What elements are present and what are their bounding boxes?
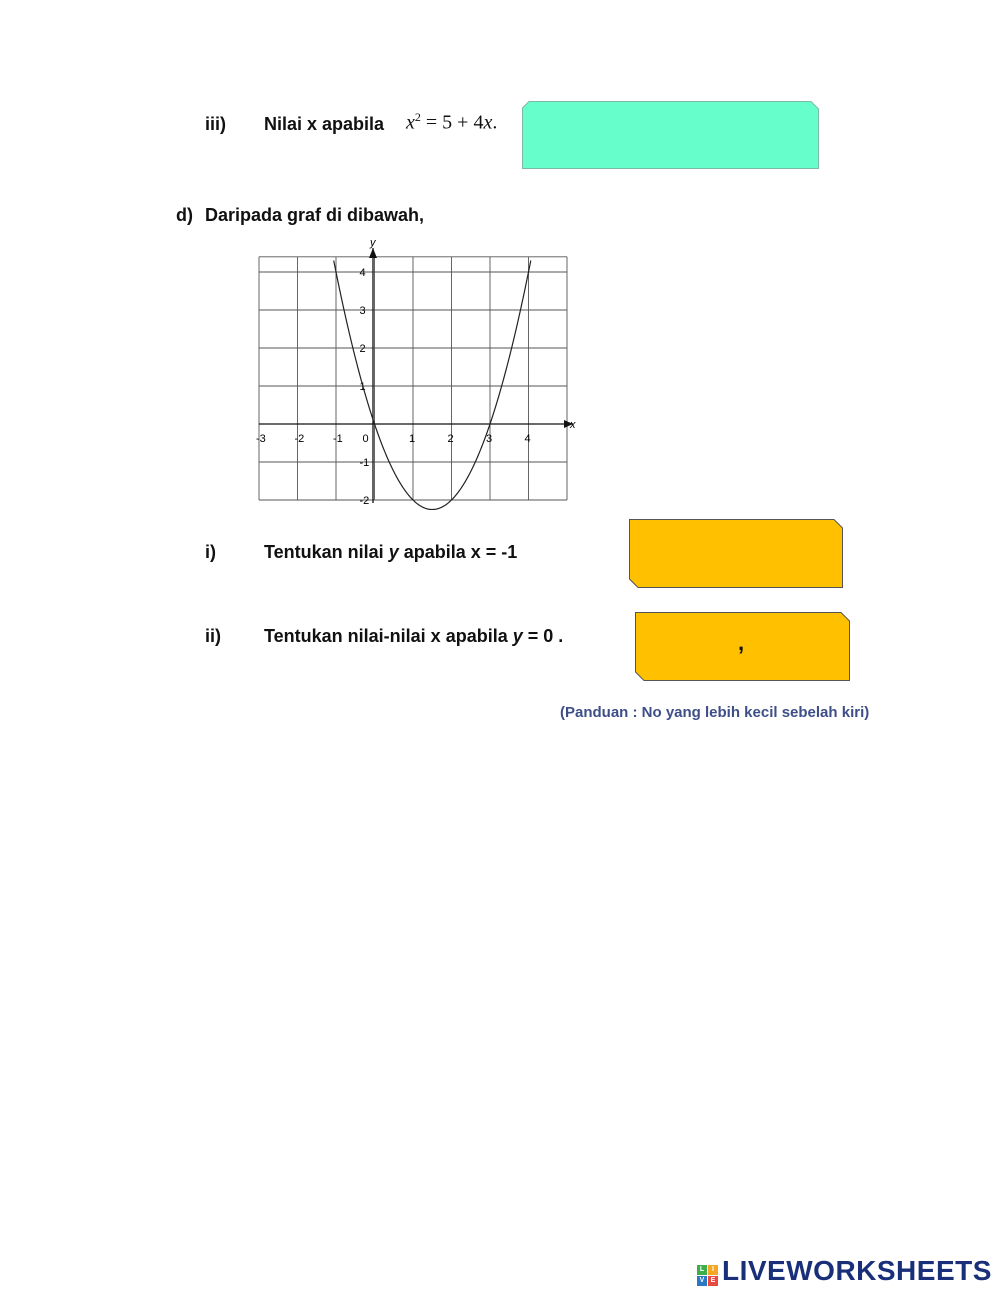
answer-box-ii [635,612,850,681]
guide-note: (Panduan : No yang lebih kecil sebelah kiri) [560,704,870,721]
answer-input-i[interactable] [629,519,843,588]
y-tick-label: 4 [359,267,366,279]
answer-box-iii [522,101,819,169]
y-tick-label: -1 [359,457,370,469]
question-ii-text-post: = 0 . [522,626,564,646]
logo-grid-icon: L I V E [697,1265,719,1287]
x-axis-label: x [570,419,576,431]
logo-text: LIVEWORKSHEETS [722,1255,992,1286]
x-tick-label: 0 [362,433,369,445]
x-tick-label: -1 [333,433,343,445]
question-iii-equation [406,110,497,135]
section-d-label: d) [176,205,193,225]
question-i-text [264,542,517,563]
y-tick-label: 2 [359,343,366,355]
question-i-text-pre: Tentukan nilai [264,542,389,562]
question-i-var: y [388,542,399,562]
question-ii-text [264,626,563,647]
x-tick-label: 1 [409,433,416,445]
answer-input-iii[interactable] [522,101,819,169]
answer-input-ii-left[interactable] [635,612,730,681]
question-ii-var: y [512,626,523,646]
graph-grid [259,257,567,500]
question-ii-text-pre: Tentukan nilai-nilai x apabila [264,626,513,646]
y-axis-label: y [370,237,376,249]
y-axis-arrow-icon [369,248,377,258]
x-tick-label: 2 [447,433,454,445]
eq-end: . [492,111,498,134]
answer-input-ii-right[interactable] [753,612,848,681]
question-i-label: i) [205,542,216,562]
liveworksheets-logo [697,1255,992,1287]
answer-separator: , [738,630,745,655]
y-tick-label: 3 [359,305,366,317]
eq-power: 2 [414,110,421,124]
x-tick-label: 4 [524,433,531,445]
y-tick-label: -2 [359,495,370,507]
question-ii-label: ii) [205,626,221,646]
eq-x: x [406,111,415,134]
parabola-graph [248,228,578,510]
x-tick-label: -3 [256,433,266,445]
x-tick-label: 3 [486,433,493,445]
y-tick-label: 1 [359,381,366,393]
x-tick-label: -2 [294,433,305,445]
question-iii-text: Nilai x apabila [264,114,385,134]
section-d-text: Daripada graf di dibawah, [205,205,425,225]
question-iii-label: iii) [205,114,226,134]
eq-rhs: = 5 + 4 [425,111,484,134]
answer-box-i [629,519,843,588]
eq-var: x [483,111,493,134]
question-i-text-post: apabila x = -1 [398,542,518,562]
